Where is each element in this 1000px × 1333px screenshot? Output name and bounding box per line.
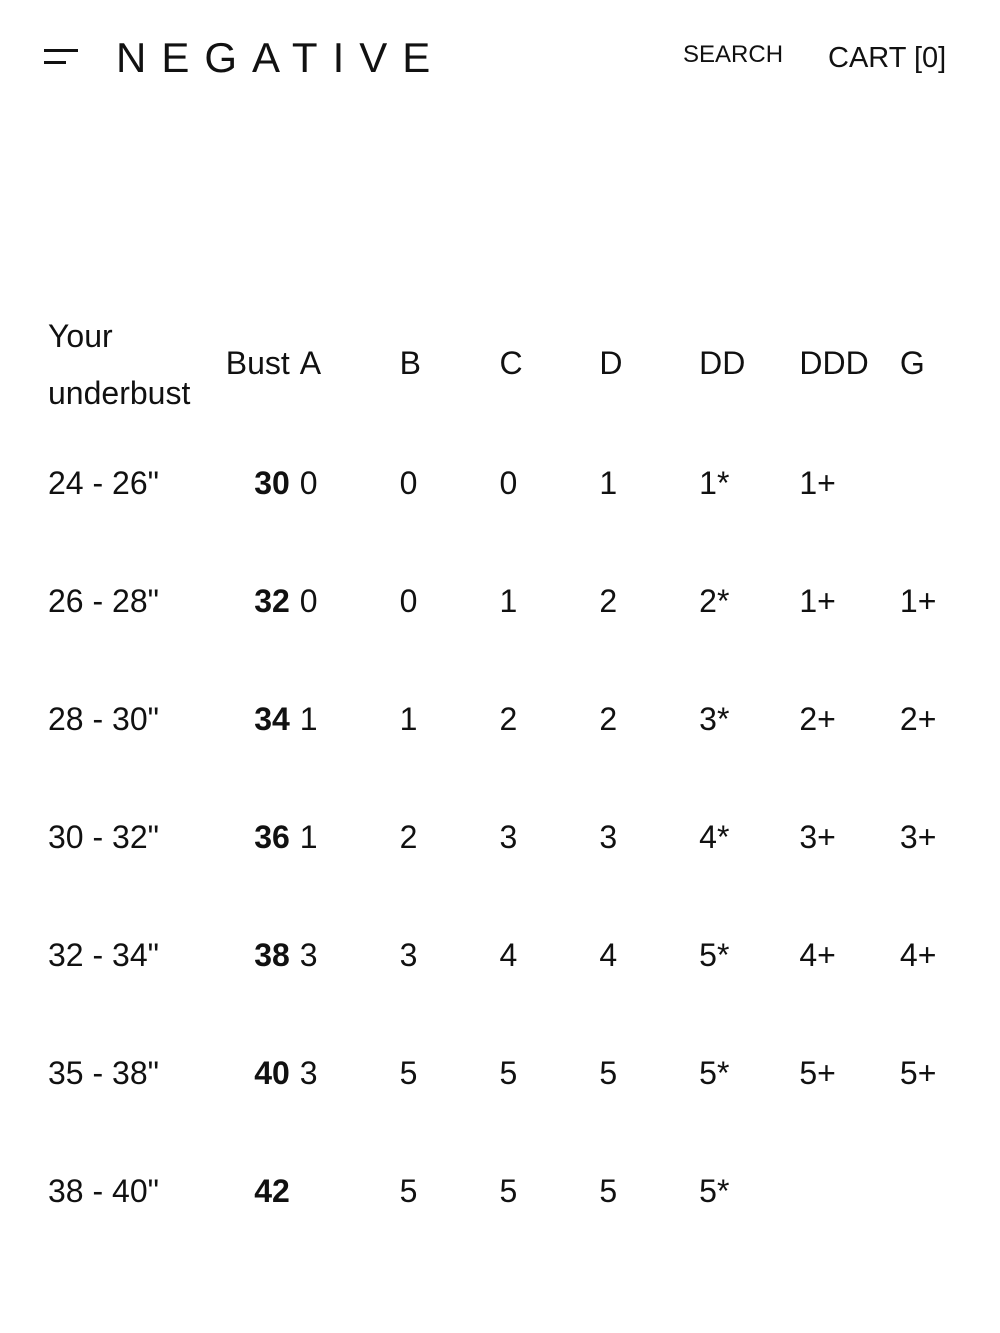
cup-header: G xyxy=(899,344,925,381)
size-cell: 0 xyxy=(299,582,318,619)
cup-header: A xyxy=(299,344,322,381)
size-cell: 0 xyxy=(399,464,418,501)
hamburger-menu-icon[interactable] xyxy=(44,47,80,69)
bust-size: 32 xyxy=(254,582,290,619)
size-cell xyxy=(300,1132,400,1250)
size-cell: 5 xyxy=(499,1054,518,1091)
underbust-range: 26 - 28" xyxy=(48,582,159,619)
size-cell: 1+ xyxy=(899,582,937,619)
size-cell: 5 xyxy=(399,1172,418,1209)
size-cell: 4 xyxy=(599,936,618,973)
bust-size: 42 xyxy=(254,1172,290,1209)
size-cell: 0 xyxy=(299,464,318,501)
size-cell: 3+ xyxy=(799,818,836,855)
size-cell: 3 xyxy=(299,936,318,973)
bust-size: 34 xyxy=(254,700,290,737)
underbust-range: 24 - 26" xyxy=(48,464,159,501)
size-cell: 1 xyxy=(599,464,618,501)
brand-logo[interactable]: NEGATIVE xyxy=(116,34,446,81)
size-cell: 1 xyxy=(399,700,418,737)
table-row xyxy=(40,424,1000,542)
size-cell: 1 xyxy=(299,818,318,855)
size-cell: 4* xyxy=(699,818,730,855)
size-cell: 2 xyxy=(599,582,618,619)
size-cell: 3* xyxy=(699,700,730,737)
table-row xyxy=(40,1132,1000,1250)
bust-size: 30 xyxy=(254,464,290,501)
table-row xyxy=(40,896,1000,1014)
cup-header: C xyxy=(499,344,523,381)
underbust-range: 30 - 32" xyxy=(48,818,159,855)
table-row xyxy=(40,778,1000,896)
size-cell: 2+ xyxy=(899,700,937,737)
bust-size: 38 xyxy=(254,936,290,973)
size-cell: 2* xyxy=(699,582,730,619)
table-row xyxy=(40,1014,1000,1132)
size-cell: 5+ xyxy=(799,1054,836,1091)
underbust-range: 32 - 34" xyxy=(48,936,159,973)
table-row xyxy=(40,660,1000,778)
bust-size: 36 xyxy=(254,818,290,855)
size-cell xyxy=(900,1132,1000,1250)
size-cell: 4+ xyxy=(899,936,937,973)
table-row xyxy=(40,542,1000,660)
size-chart-table xyxy=(40,306,1000,1250)
size-cell: 5* xyxy=(699,1172,730,1209)
size-cell: 5* xyxy=(699,1054,730,1091)
underbust-column-header: Your underbust xyxy=(48,318,191,411)
size-cell: 5 xyxy=(599,1172,618,1209)
cup-header: D xyxy=(599,344,623,381)
size-cell: 3 xyxy=(599,818,618,855)
underbust-range: 35 - 38" xyxy=(48,1054,159,1091)
size-cell: 2+ xyxy=(799,700,836,737)
size-cell: 0 xyxy=(399,582,418,619)
size-cell: 5 xyxy=(599,1054,618,1091)
size-cell: 1 xyxy=(499,582,518,619)
size-cell: 4+ xyxy=(799,936,836,973)
size-cell: 4 xyxy=(499,936,518,973)
size-cell: 2 xyxy=(499,700,518,737)
size-cell xyxy=(799,1132,900,1250)
size-cell: 1+ xyxy=(799,582,836,619)
size-cell: 3 xyxy=(499,818,518,855)
size-cell: 3 xyxy=(299,1054,318,1091)
size-cell xyxy=(900,424,1000,542)
size-cell: 5+ xyxy=(899,1054,937,1091)
cup-header: B xyxy=(399,344,421,381)
site-header xyxy=(0,0,1000,115)
size-cell: 3 xyxy=(399,936,418,973)
size-cell: 3+ xyxy=(899,818,937,855)
size-cell: 2 xyxy=(599,700,618,737)
size-cell: 5 xyxy=(399,1054,418,1091)
search-link[interactable]: SEARCH xyxy=(683,41,784,68)
size-cell: 5* xyxy=(699,936,730,973)
size-cell: 1+ xyxy=(799,464,836,501)
bust-size: 40 xyxy=(254,1054,290,1091)
cup-header: DD xyxy=(699,344,746,381)
bust-column-header: Bust xyxy=(225,344,290,381)
cup-header: DDD xyxy=(799,344,869,381)
cart-link[interactable]: CART [0] xyxy=(828,42,947,74)
size-cell: 1 xyxy=(299,700,318,737)
underbust-range: 28 - 30" xyxy=(48,700,159,737)
size-chart-header-row xyxy=(40,306,1000,424)
size-cell: 0 xyxy=(499,464,518,501)
underbust-range: 38 - 40" xyxy=(48,1172,159,1209)
size-cell: 1* xyxy=(699,464,730,501)
size-cell: 2 xyxy=(399,818,418,855)
size-cell: 5 xyxy=(499,1172,518,1209)
